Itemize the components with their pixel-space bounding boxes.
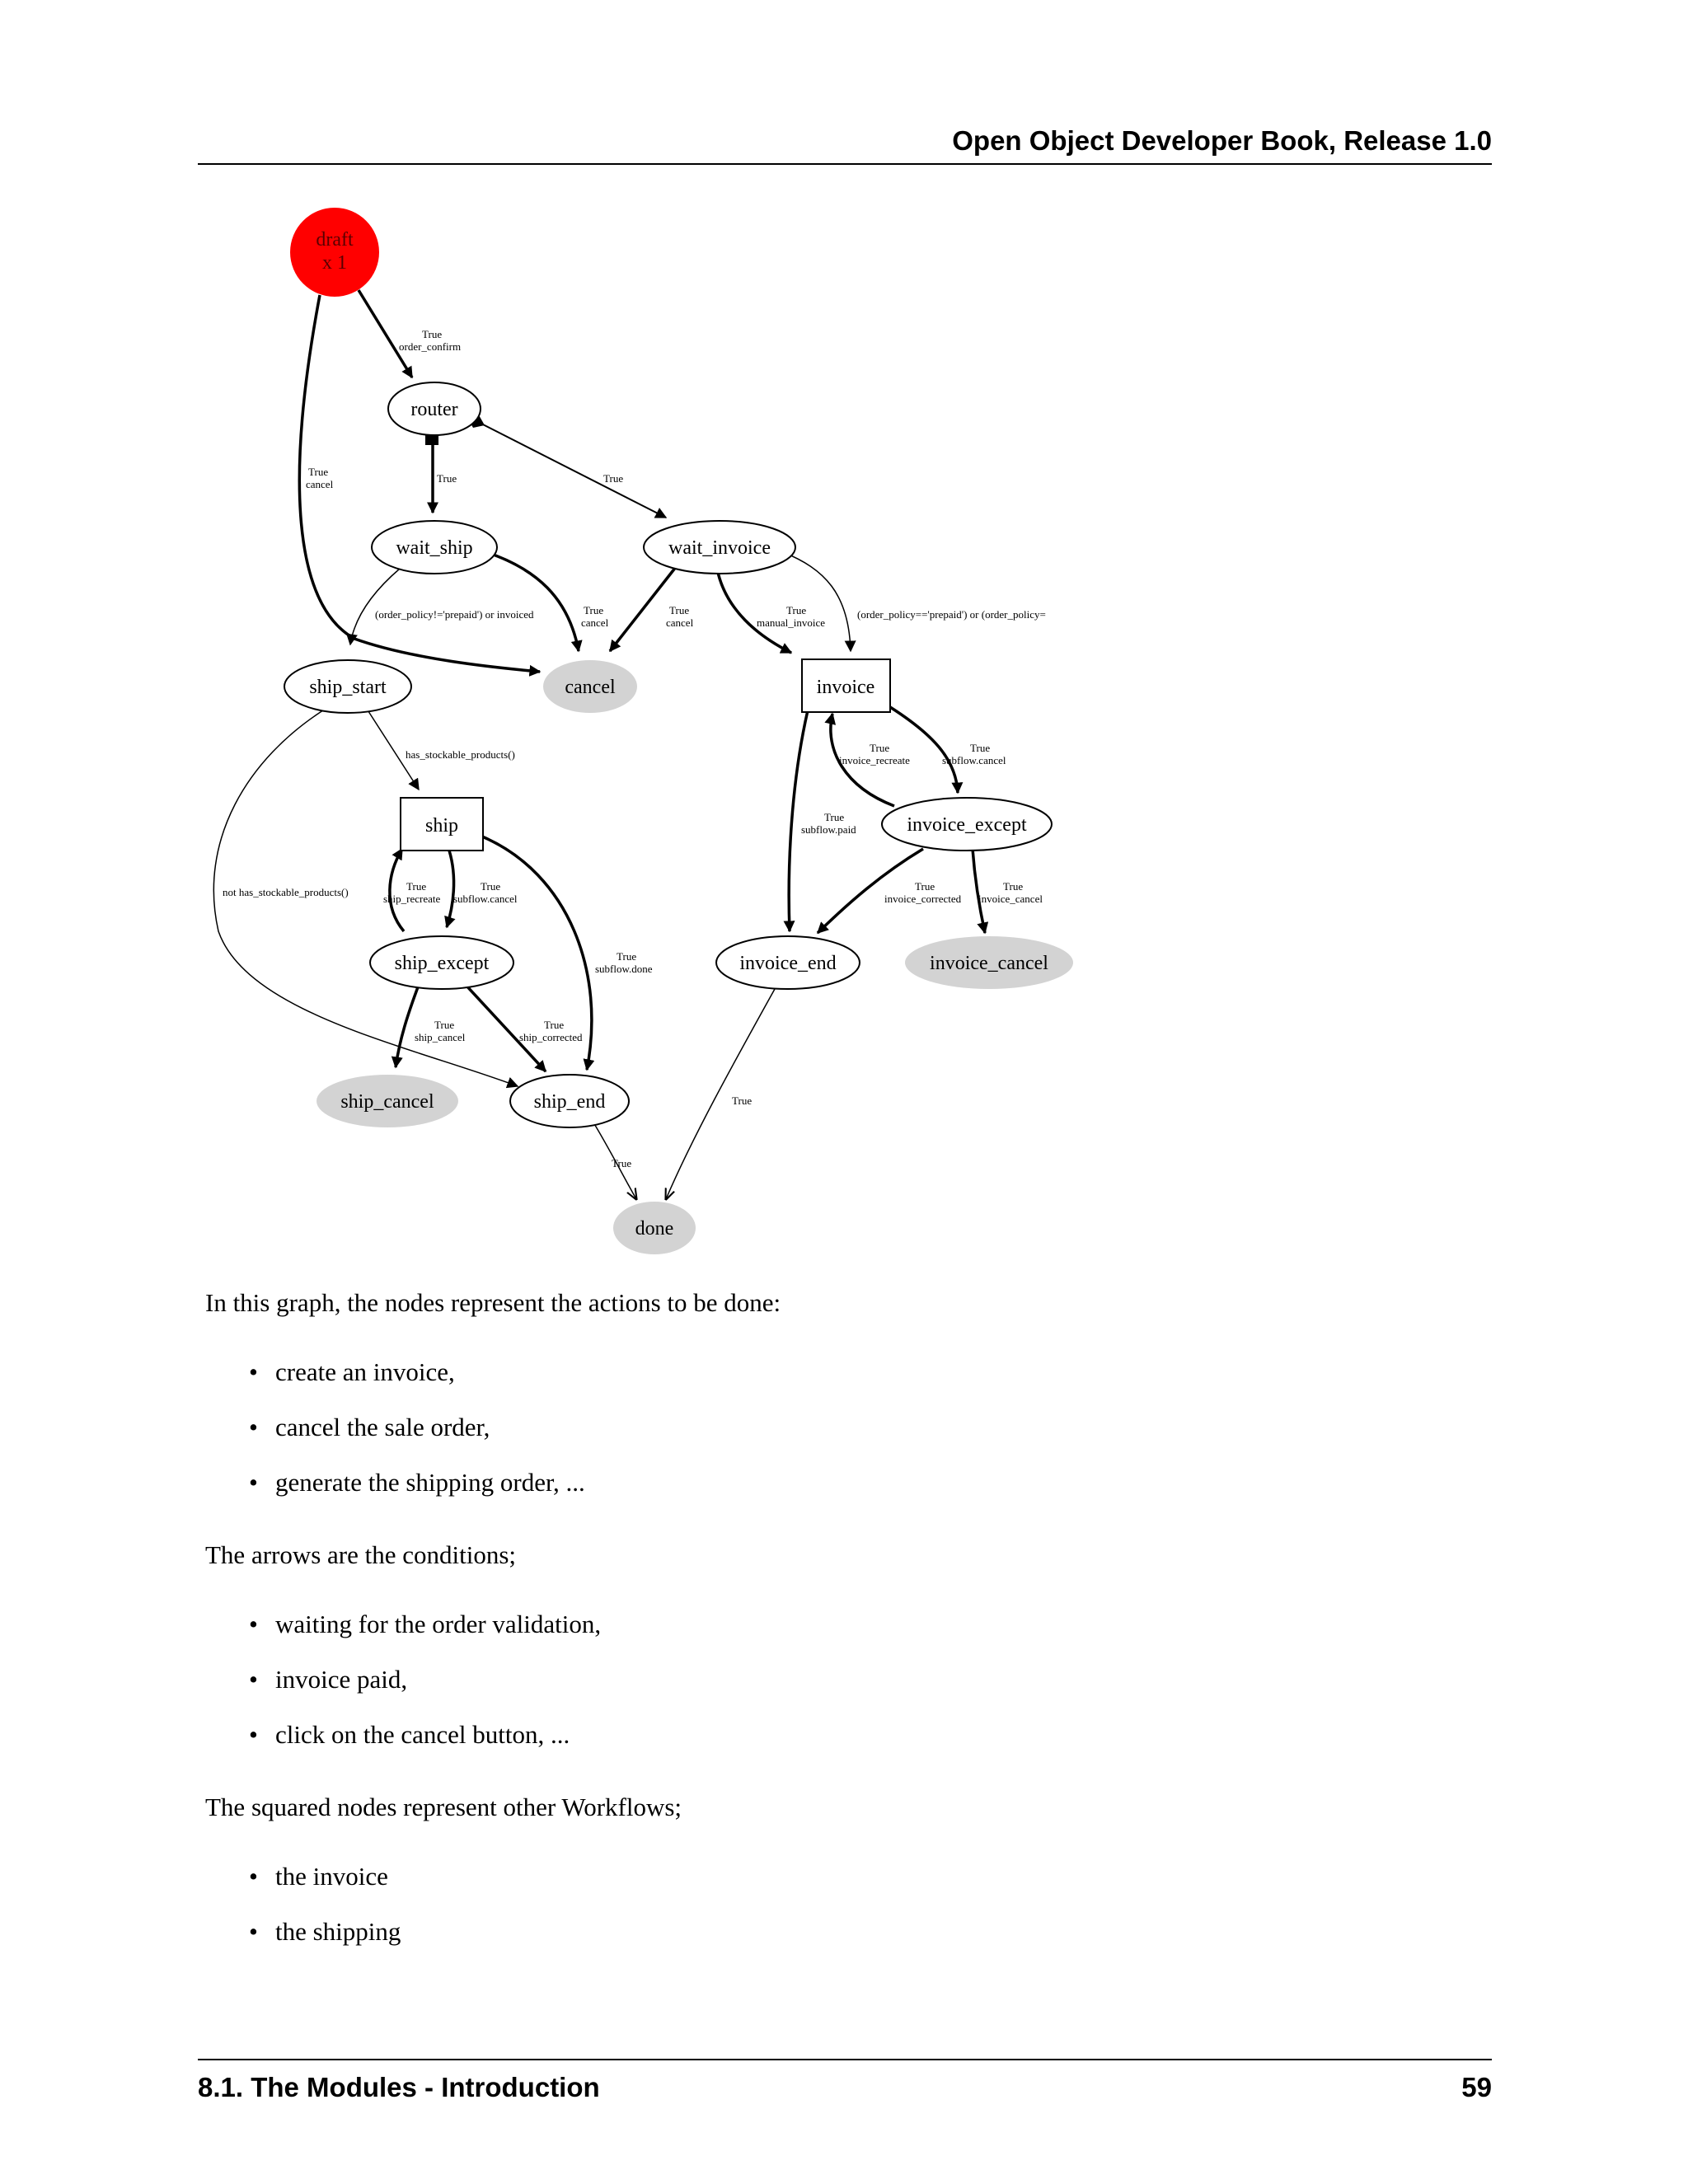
edge-label: True: [437, 472, 457, 485]
edge-labels: [223, 328, 1046, 1169]
edge-label: True: [1003, 880, 1024, 893]
edge-label: True: [870, 742, 890, 754]
edge-invoice-invoice-except: [890, 707, 958, 793]
actions-list: [247, 1357, 585, 1523]
node-label: wait_ship: [396, 537, 473, 559]
edge-wait-ship-ship-start: [350, 569, 400, 644]
edge-invoice-except-invoice-cancel: [973, 849, 985, 933]
list-item: • the invoice: [247, 1862, 401, 1917]
node-invoice: [802, 659, 890, 712]
node-label: ship: [424, 815, 459, 837]
edge-label: (order_policy=='prepaid') or (order_policy=: [857, 608, 1046, 621]
edge-label: cancel: [666, 616, 694, 629]
node-invoice-end: [716, 936, 860, 989]
edge-label: cancel: [306, 478, 334, 490]
edge-label: True: [824, 811, 845, 823]
edge-label: True: [603, 472, 624, 485]
edge-wait-invoice-cancel: [610, 567, 676, 651]
edge-label: True: [544, 1019, 565, 1031]
node-label: invoice_end: [739, 953, 837, 974]
edge-wait-invoice-invoice-2: [783, 552, 851, 651]
list-item: • click on the cancel button, ...: [247, 1720, 601, 1775]
node-label: ship_start: [309, 677, 387, 698]
edge-label: cancel: [581, 616, 609, 629]
node-ship: [401, 798, 483, 851]
edge-ship-except-ship-end: [466, 985, 546, 1071]
edge-label: order_confirm: [399, 340, 462, 353]
edge-label: ship_recreate: [383, 893, 441, 905]
workflows-list: [247, 1862, 401, 1972]
edge-label: ship_corrected: [519, 1031, 583, 1043]
edge-label: True: [422, 328, 443, 340]
edge-label: subflow.cancel: [453, 893, 518, 905]
node-label: ship_end: [533, 1091, 606, 1113]
edge-label: True: [434, 1019, 455, 1031]
node-ship-end: [510, 1075, 629, 1127]
edge-label: True: [481, 880, 501, 893]
node-wait-ship: [372, 521, 497, 574]
arrows-paragraph: The arrows are the conditions;: [205, 1540, 517, 1569]
node-label: x 1: [322, 252, 347, 274]
node-label: invoice_except: [907, 814, 1027, 836]
edge-label: True: [617, 950, 637, 963]
node-label: invoice: [816, 677, 875, 698]
page-number: 59: [1461, 2072, 1492, 2102]
node-label: cancel: [565, 677, 616, 698]
edge-label: invoice_corrected: [884, 893, 962, 905]
edge-label: True: [786, 604, 807, 616]
edge-label: True: [970, 742, 991, 754]
edge-ship-ship-except: [447, 851, 454, 927]
edge-label: invoice_recreate: [839, 754, 910, 766]
node-label: router: [410, 399, 458, 420]
edge-label: True: [669, 604, 690, 616]
edge-router-wait-invoice: [478, 422, 666, 518]
edge-label: True: [915, 880, 935, 893]
conditions-list: [247, 1610, 601, 1775]
edge-label: manual_invoice: [757, 616, 826, 629]
node-invoice-cancel: [905, 936, 1073, 989]
node-label: ship_cancel: [340, 1091, 434, 1113]
book-title: Open Object Developer Book, Release 1.0: [952, 125, 1492, 156]
squared-paragraph: The squared nodes represent other Workflows;: [205, 1793, 682, 1821]
edge-ship-except-ship-cancel: [396, 985, 419, 1067]
node-wait-invoice: [644, 521, 795, 574]
node-label: wait_invoice: [668, 537, 771, 559]
section-title: 8.1. The Modules - Introduction: [198, 2072, 600, 2102]
edge-label: ship_cancel: [415, 1031, 466, 1043]
list-item: • waiting for the order validation,: [247, 1610, 601, 1665]
node-ship-start: [284, 660, 411, 713]
intro-paragraph: In this graph, the nodes represent the actions to be done:: [205, 1288, 781, 1317]
edge-invoice-except-invoice-end: [818, 849, 923, 933]
page-footer: [198, 2059, 1492, 2105]
edge-invoice-invoice-end: [789, 710, 808, 931]
edge-wait-invoice-invoice: [717, 569, 791, 653]
edge-label: subflow.cancel: [942, 754, 1006, 766]
edge-label: subflow.paid: [801, 823, 856, 836]
node-ship-except: [370, 936, 513, 989]
edge-label: subflow.done: [595, 963, 653, 975]
edge-wait-ship-cancel: [486, 552, 579, 651]
edge-label: not has_stockable_products(): [223, 886, 349, 898]
list-item: • the shipping: [247, 1917, 401, 1972]
edge-label: (order_policy!='prepaid') or invoiced: [375, 608, 534, 621]
node-invoice-except: [882, 798, 1052, 851]
edge-label: True: [612, 1157, 632, 1169]
edge-label: True: [584, 604, 604, 616]
node-draft: [290, 208, 379, 297]
edge-ship-except-ship: [390, 849, 404, 931]
list-item: • cancel the sale order,: [247, 1413, 585, 1468]
edge-invoice-end-done: [666, 989, 775, 1199]
node-label: done: [635, 1218, 674, 1240]
list-item: • generate the shipping order, ...: [247, 1468, 585, 1523]
edge-label: True: [732, 1094, 753, 1107]
node-cancel: [543, 660, 637, 713]
edge-draft-router: [359, 290, 412, 377]
node-label: draft: [316, 229, 354, 251]
list-item: • invoice paid,: [247, 1665, 601, 1720]
edge-label: True: [406, 880, 427, 893]
edge-label: invoice_cancel: [978, 893, 1043, 905]
edge-label: has_stockable_products(): [406, 748, 515, 761]
node-label: invoice_cancel: [930, 953, 1048, 974]
edge-label: True: [308, 466, 329, 478]
node-label: ship_except: [394, 953, 490, 974]
node-ship-cancel: [316, 1075, 458, 1127]
node-done: [613, 1202, 696, 1254]
list-item: • create an invoice,: [247, 1357, 585, 1413]
node-router: [388, 382, 481, 435]
